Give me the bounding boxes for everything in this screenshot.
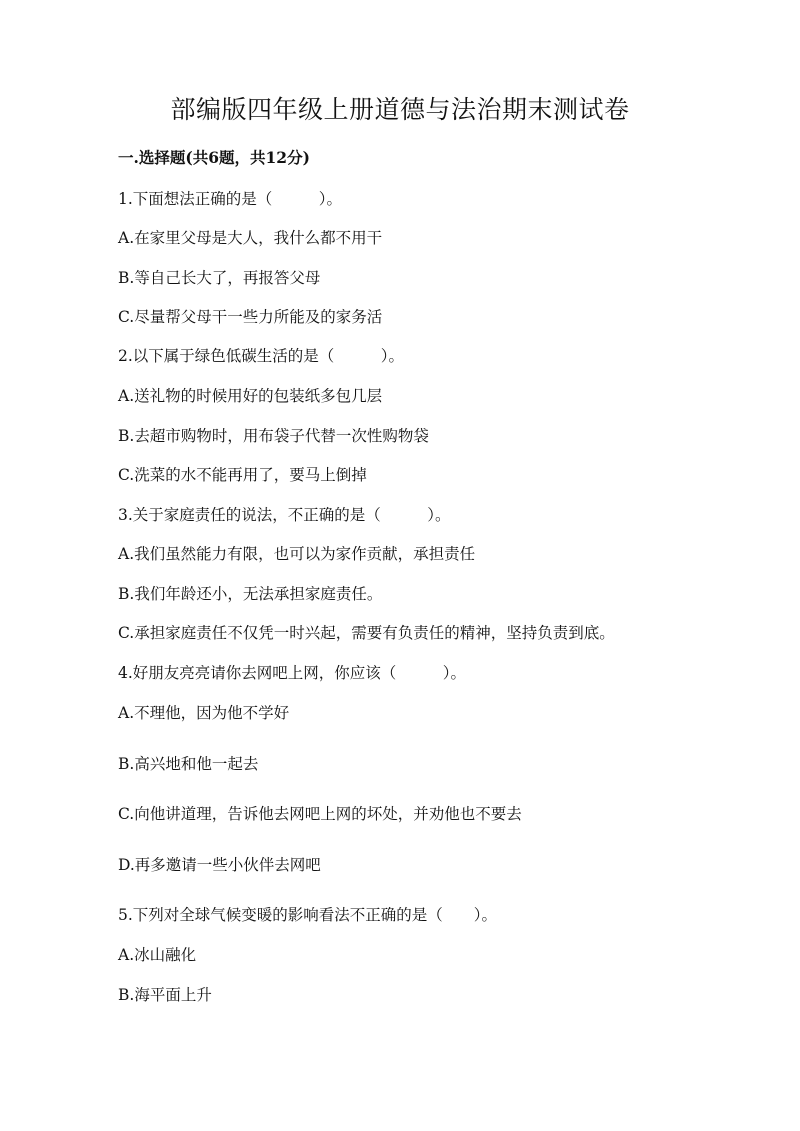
question-2-stem: 2.以下属于绿色低碳生活的是（ ）。 — [118, 347, 405, 365]
question-4-option-c: C.向他讲道理，告诉他去网吧上网的坏处，并劝他也不要去 — [118, 805, 522, 823]
question-1-option-b: B.等自己长大了，再报答父母 — [118, 269, 321, 287]
section-heading: 一.选择题(共6题，共12分) — [118, 148, 310, 167]
question-5-option-b: B.海平面上升 — [118, 986, 212, 1004]
question-5-stem: 5.下列对全球气候变暖的影响看法不正确的是（ ）。 — [118, 906, 498, 924]
question-4-option-d: D.再多邀请一些小伙伴去网吧 — [118, 856, 321, 874]
question-3-option-c: C.承担家庭责任不仅凭一时兴起，需要有负责任的精神，坚持负责到底。 — [118, 624, 615, 642]
question-2-option-b: B.去超市购物时，用布袋子代替一次性购物袋 — [118, 427, 429, 445]
question-3-option-a: A.我们虽然能力有限，也可以为家作贡献，承担责任 — [118, 545, 476, 563]
question-2-option-c: C.洗菜的水不能再用了，要马上倒掉 — [118, 466, 367, 484]
question-3-option-b: B.我们年龄还小，无法承担家庭责任。 — [118, 585, 383, 603]
question-1-stem: 1.下面想法正确的是（ ）。 — [118, 190, 343, 208]
question-1-option-c: C.尽量帮父母干一些力所能及的家务活 — [118, 308, 383, 326]
question-5-option-a: A.冰山融化 — [118, 946, 197, 964]
page-title: 部编版四年级上册道德与法治期末测试卷 — [170, 95, 630, 124]
question-3-stem: 3.关于家庭责任的说法，不正确的是（ ）。 — [118, 506, 451, 524]
question-2-option-a: A.送礼物的时候用好的包装纸多包几层 — [118, 387, 383, 405]
question-4-option-a: A.不理他，因为他不学好 — [118, 704, 290, 722]
question-4-option-b: B.高兴地和他一起去 — [118, 755, 259, 773]
question-4-stem: 4.好朋友亮亮请你去网吧上网，你应该（ ）。 — [118, 664, 467, 682]
question-1-option-a: A.在家里父母是大人，我什么都不用干 — [118, 229, 383, 247]
